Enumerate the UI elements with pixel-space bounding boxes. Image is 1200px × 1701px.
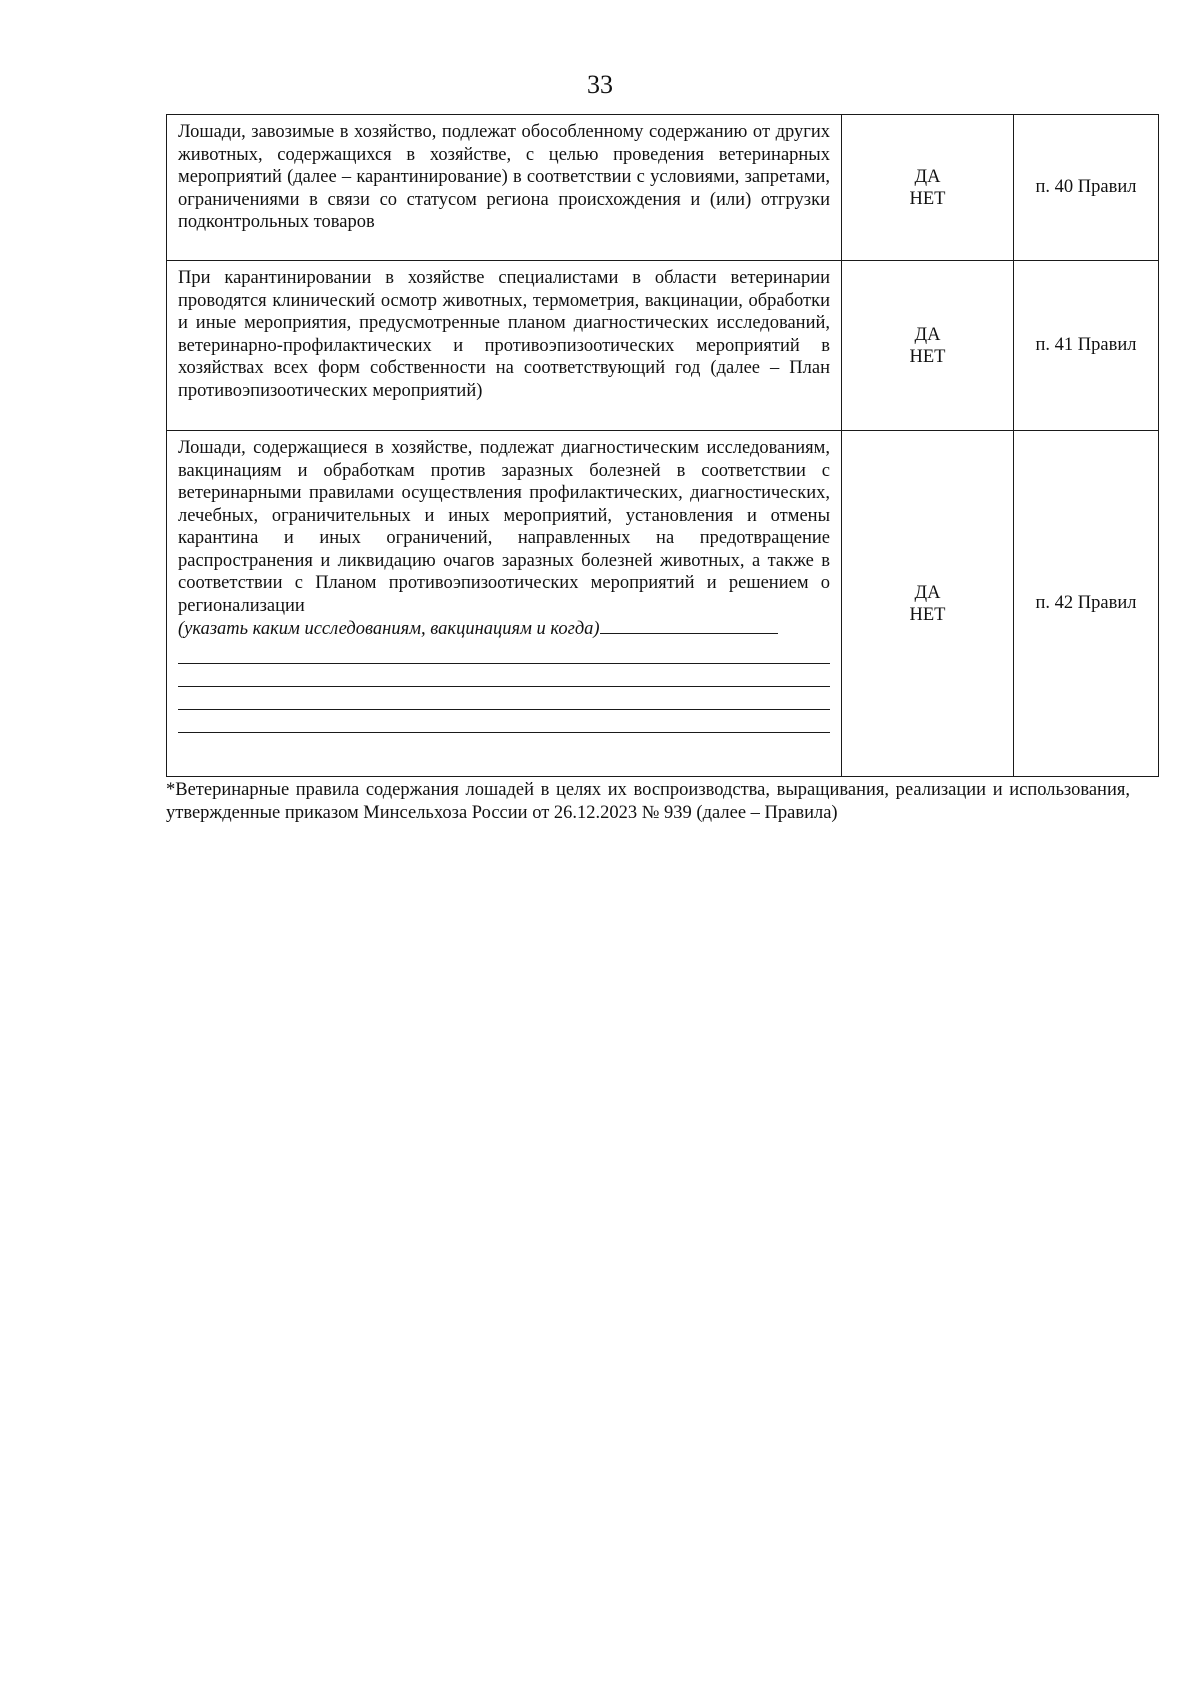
fill-in-line[interactable] xyxy=(600,617,778,634)
page-number: 33 xyxy=(587,70,613,99)
answer-no: НЕТ xyxy=(909,346,946,367)
table-row xyxy=(167,261,1159,431)
reference-cell: п. 41 Правил xyxy=(1014,261,1159,431)
reference-cell: п. 40 Правил xyxy=(1014,115,1159,261)
fill-in-block xyxy=(178,617,830,733)
answer-yes: ДА xyxy=(914,166,941,187)
answer-cell xyxy=(842,431,1014,777)
answer-cell xyxy=(842,115,1014,261)
fill-in-line[interactable] xyxy=(178,710,830,733)
fill-in-prompt: (указать каким исследованиям, вакцинациям и когда) xyxy=(178,619,600,639)
answer-yes: ДА xyxy=(914,582,941,603)
requirement-cell xyxy=(167,261,842,431)
fill-in-line[interactable] xyxy=(178,641,830,664)
answer-no: НЕТ xyxy=(909,188,946,209)
fill-in-line[interactable] xyxy=(178,664,830,687)
table-row xyxy=(167,431,1159,777)
answer-yes: ДА xyxy=(914,324,941,345)
requirement-text: Лошади, завозимые в хозяйство, подлежат обособленному содержанию от других животных, содержащихся в хозяйстве, с целью проведения ветеринарных мероприятий (далее – карантинирование) в соответствии с условиями, запретами, ограничениями в связи со статусом региона происхождения и (или) отгрузки подконтрольных товаров xyxy=(178,122,830,232)
requirement-cell xyxy=(167,115,842,261)
requirements-table xyxy=(166,114,1159,777)
footnote: *Ветеринарные правила содержания лошадей в целях их воспроизводства, выращивания, реализации и использования, утвержденные приказом Минсельхоза России от 26.12.2023 № 939 (далее – Правила) xyxy=(166,780,1130,823)
requirement-text: При карантинировании в хозяйстве специалистами в области ветеринарии проводятся клинический осмотр животных, термометрия, вакцинации, обработки и иные мероприятия, предусмотренные планом диагностических исследований, ветеринарно-профилактических и противоэпизоотических мероприятий в хозяйствах всех форм собственности на соответствующий год (далее – План противоэпизоотических мероприятий) xyxy=(178,268,830,401)
answer-cell xyxy=(842,261,1014,431)
reference-cell: п. 42 Правил xyxy=(1014,431,1159,777)
requirement-cell xyxy=(167,431,842,777)
answer-no: НЕТ xyxy=(909,604,946,625)
requirement-text: Лошади, содержащиеся в хозяйстве, подлежат диагностическим исследованиям, вакцинациям и обработкам против заразных болезней в соответствии с ветеринарными правилами осуществления профилактических, диагностических, лечебных, ограничительных и иных мероприятий, установления и отмены карантина и иных ограничений, направленных на предотвращение распространения и ликвидацию очагов заразных болезней животных, а также в соответствии с Планом противоэпизоотических мероприятий и решением о регионализации xyxy=(178,438,830,616)
fill-in-line[interactable] xyxy=(178,687,830,710)
table-row xyxy=(167,115,1159,261)
